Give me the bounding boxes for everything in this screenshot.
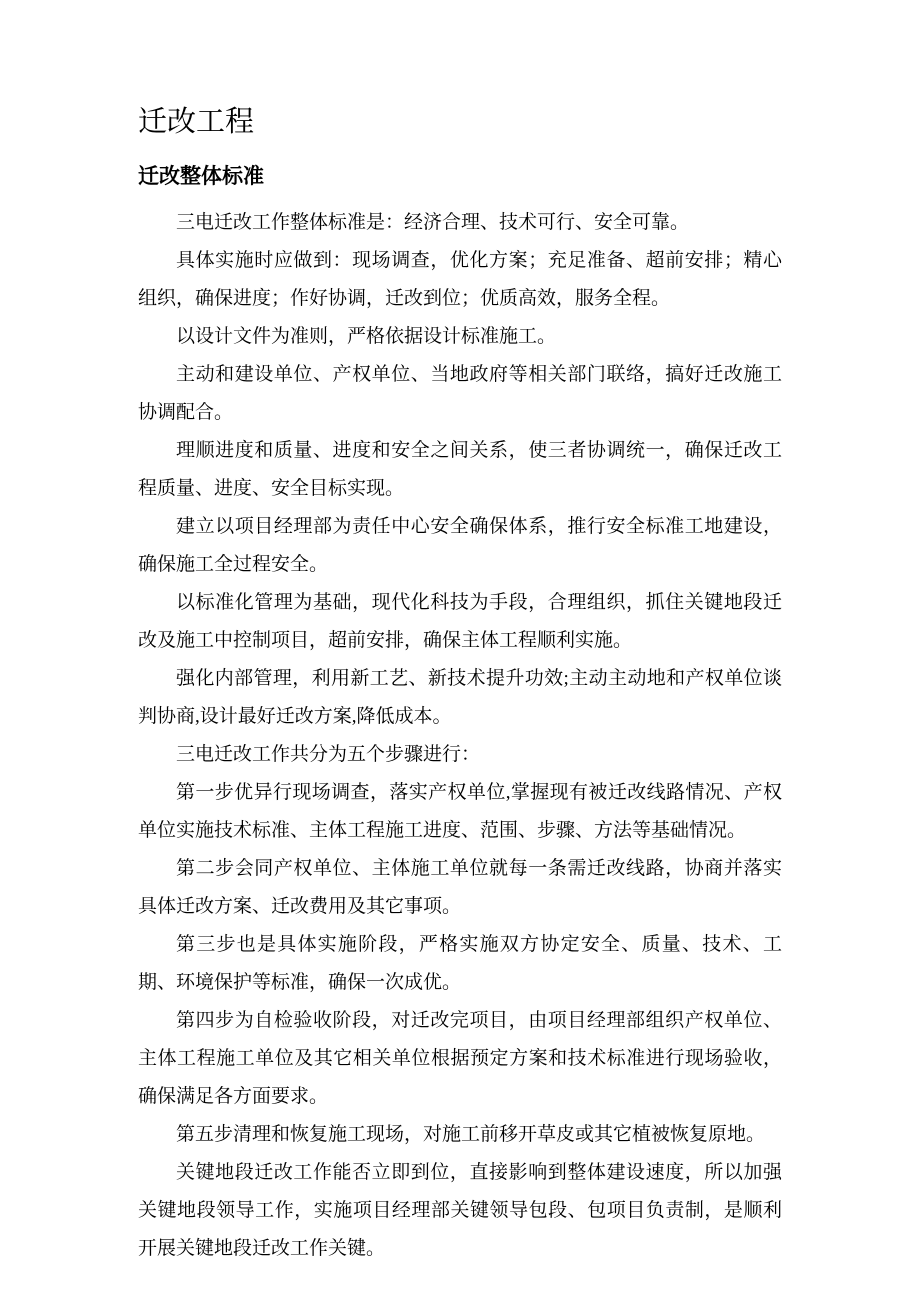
- document-body: [138, 204, 782, 1268]
- document-title: 迁改工程: [138, 106, 255, 138]
- paragraph: 以设计文件为准则，严格依据设计标准施工。: [176, 326, 557, 347]
- paragraph: 三电迁改工作共分为五个步骤进行：: [176, 744, 481, 765]
- paragraph: 以标准化管理为基础，现代化科技为手段，合理组织，抓住关键地段迁改及施工中控制项目，超前安排，确保主体工程顺利实施。: [138, 592, 782, 651]
- paragraph: 主动和建设单位、产权单位、当地政府等相关部门联络，搞好迁改施工协调配合。: [138, 364, 782, 423]
- paragraph: 第四步为自检验收阶段，对迁改完项目，由项目经理部组织产权单位、主体工程施工单位及其它相关单位根据预定方案和技术标准进行现场验收，确保满足各方面要求。: [138, 1010, 782, 1107]
- paragraph: 具体实施时应做到：现场调查，优化方案；充足准备、超前安排；精心组织，确保进度；作好协调，迁改到位；优质高效，服务全程。: [138, 250, 782, 309]
- paragraph: 第二步会同产权单位、主体施工单位就每一条需迁改线路，协商并落实具体迁改方案、迁改费用及其它事项。: [138, 858, 782, 917]
- paragraph: 强化内部管理，利用新工艺、新技术提升功效;主动主动地和产权单位谈判协商,设计最好迁改方案,降低成本。: [138, 668, 782, 727]
- paragraph: 建立以项目经理部为责任中心安全确保体系，推行安全标准工地建设，确保施工全过程安全。: [138, 516, 782, 575]
- section-heading: 迁改整体标准: [138, 164, 264, 188]
- paragraph: 第三步也是具体实施阶段，严格实施双方协定安全、质量、技术、工期、环境保护等标准，确保一次成优。: [138, 934, 782, 993]
- paragraph: 理顺进度和质量、进度和安全之间关系，使三者协调统一，确保迁改工程质量、进度、安全目标实现。: [138, 440, 782, 499]
- paragraph: 第一步优异行现场调查，落实产权单位,掌握现有被迁改线路情况、产权单位实施技术标准、主体工程施工进度、范围、步骤、方法等基础情况。: [138, 782, 782, 841]
- paragraph: 三电迁改工作整体标准是：经济合理、技术可行、安全可靠。: [176, 212, 690, 233]
- paragraph: 关键地段迁改工作能否立即到位，直接影响到整体建设速度，所以加强关键地段领导工作，实施项目经理部关键领导包段、包项目负责制，是顺利开展关键地段迁改工作关键。: [138, 1162, 782, 1259]
- paragraph: 第五步清理和恢复施工现场，对施工前移开草皮或其它植被恢复原地。: [176, 1124, 766, 1145]
